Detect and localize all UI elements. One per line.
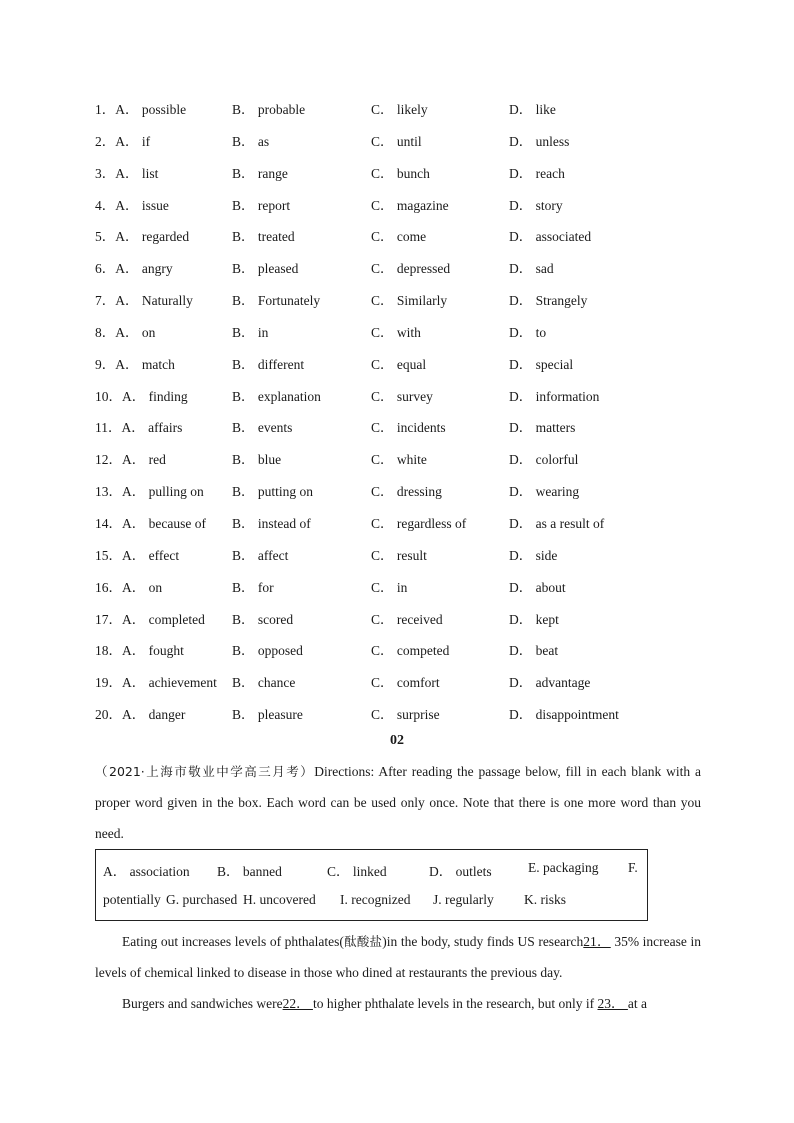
- option-d: D． to: [509, 324, 547, 340]
- option-c: C． in: [371, 579, 408, 595]
- question-row: [95, 576, 735, 608]
- word-option: B． banned: [217, 864, 282, 879]
- option-b: B． Fortunately: [232, 293, 321, 309]
- option-d: D． matters: [509, 420, 576, 436]
- option-b: B． events: [232, 420, 293, 436]
- option-a: [95, 639, 184, 663]
- option-a-text: A． regarded: [115, 229, 190, 245]
- option-c: C． received: [371, 611, 443, 627]
- option-a: [95, 416, 182, 440]
- word-option: E. packaging: [528, 860, 599, 875]
- option-b: B． pleasure: [232, 707, 303, 723]
- question-number: 9．: [95, 356, 116, 372]
- option-d: D． disappointment: [509, 707, 619, 723]
- option-a-text: A． because of: [122, 515, 206, 531]
- word-option: C． linked: [327, 864, 387, 879]
- option-c: C． come: [371, 229, 427, 245]
- word-option: K. risks: [524, 892, 567, 907]
- option-a: [95, 225, 189, 249]
- question-number: 16．: [95, 579, 122, 595]
- option-b: B． affect: [232, 547, 289, 563]
- option-a: [95, 671, 217, 695]
- option-b: B． scored: [232, 611, 294, 627]
- question-number: 10．: [95, 388, 122, 404]
- directions: [95, 756, 701, 849]
- option-c: C． survey: [371, 388, 433, 404]
- option-d: D． side: [509, 547, 558, 563]
- blank-21: 21．: [583, 934, 611, 949]
- passage-text: at a: [627, 996, 647, 1011]
- option-c: C． comfort: [371, 675, 440, 691]
- option-a-text: A． on: [115, 324, 156, 340]
- option-c: C． depressed: [371, 261, 451, 277]
- question-number: 11．: [95, 420, 122, 436]
- question-row: [95, 608, 735, 640]
- passage-text: to higher phthalate levels in the research, but only if: [312, 996, 598, 1011]
- option-a: [95, 257, 173, 281]
- option-b: B． instead of: [232, 515, 311, 531]
- word-option: I. recognized: [340, 892, 411, 907]
- question-number: 17．: [95, 611, 122, 627]
- question-row: [95, 416, 735, 448]
- question-number: 14．: [95, 515, 122, 531]
- option-d: D． associated: [509, 229, 592, 245]
- option-a-text: A． pulling on: [122, 484, 204, 500]
- option-a: [95, 130, 150, 154]
- option-b: B． probable: [232, 102, 306, 117]
- question-row: [95, 512, 735, 544]
- option-a: [95, 703, 185, 727]
- option-c: C． until: [371, 133, 422, 149]
- option-d: D． as a result of: [509, 515, 605, 531]
- option-b: B． for: [232, 579, 274, 595]
- option-a-text: A． red: [122, 452, 166, 468]
- option-c: C． incidents: [371, 420, 446, 436]
- question-row: [95, 448, 735, 480]
- question-number: 4．: [95, 197, 116, 213]
- passage-text: Burgers and sandwiches were: [122, 996, 283, 1011]
- word-option: J. regularly: [433, 892, 494, 907]
- option-a-text: A． issue: [115, 197, 169, 213]
- option-a-text: A． completed: [122, 611, 205, 627]
- option-b: B． range: [232, 165, 288, 181]
- option-b: B． treated: [232, 229, 295, 245]
- option-c: C． result: [371, 547, 427, 563]
- option-d: D． unless: [509, 133, 570, 149]
- blank-22: 22．: [282, 996, 313, 1011]
- option-a: [95, 194, 169, 218]
- passage-text: 35% increase in levels of chemical linked to disease in those who dined at restaurants the previous day.: [95, 934, 701, 980]
- option-d: D． colorful: [509, 452, 579, 468]
- question-row: [95, 480, 735, 512]
- question-row: [95, 225, 735, 257]
- option-d: D． kept: [509, 611, 559, 627]
- question-row: [95, 385, 735, 417]
- option-c: C． Similarly: [371, 293, 448, 309]
- question-number: 19．: [95, 675, 122, 691]
- question-number: 8．: [95, 324, 116, 340]
- option-a-text: A． Naturally: [115, 293, 193, 309]
- question-row: [95, 703, 735, 735]
- option-d: D． reach: [509, 165, 565, 181]
- option-d: D． information: [509, 388, 600, 404]
- passage-paragraph: [95, 988, 701, 1019]
- option-d: D． about: [509, 579, 566, 595]
- question-row: [95, 353, 735, 385]
- question-number: 15．: [95, 547, 122, 563]
- option-a: [95, 512, 206, 536]
- word-option: G. purchased: [166, 892, 238, 907]
- question-number: 3．: [95, 165, 116, 181]
- option-a: [95, 385, 188, 409]
- option-a: [95, 289, 193, 313]
- option-a: [95, 98, 186, 122]
- option-a-text: A． fought: [122, 643, 184, 659]
- option-b: B． report: [232, 197, 291, 213]
- passage-paragraph: [95, 926, 701, 988]
- option-c: C． magazine: [371, 197, 449, 213]
- question-number: 18．: [95, 643, 122, 659]
- option-c: C． surprise: [371, 707, 440, 723]
- question-number: 7．: [95, 293, 116, 309]
- word-box: [95, 849, 648, 921]
- option-a: [95, 448, 166, 472]
- option-d: D． sad: [509, 261, 554, 277]
- blank-23: 23．: [597, 996, 628, 1011]
- question-row: [95, 257, 735, 289]
- option-b: B． pleased: [232, 261, 299, 277]
- question-number: 1．: [95, 102, 116, 117]
- option-b: B． blue: [232, 452, 282, 468]
- word-option: A． association: [103, 864, 190, 879]
- option-d: D． advantage: [509, 675, 591, 691]
- directions-source: （2021·上海市敬业中学高三月考）: [95, 764, 315, 779]
- option-d: D． special: [509, 356, 574, 372]
- option-c: C． likely: [371, 102, 428, 117]
- option-c: C． with: [371, 324, 421, 340]
- word-option: H. uncovered: [243, 892, 316, 907]
- option-a: [95, 608, 205, 632]
- option-d: D． wearing: [509, 484, 580, 500]
- question-row: [95, 194, 735, 226]
- option-a-text: A． list: [115, 165, 159, 181]
- word-option: D． outlets: [429, 864, 492, 879]
- option-a: [95, 353, 175, 377]
- question-row: [95, 289, 735, 321]
- word-option: F.: [628, 860, 638, 875]
- option-b: B． putting on: [232, 484, 314, 500]
- directions-text: Directions: After reading the passage below, fill in each blank with a proper word given in the box. Each word can be used only once. Note that there is one more word than you need.: [95, 764, 701, 841]
- option-b: B． opposed: [232, 643, 303, 659]
- option-b: B． different: [232, 356, 305, 372]
- question-row: [95, 162, 735, 194]
- question-row: [95, 671, 735, 703]
- option-d: D． like: [509, 102, 556, 117]
- question-row: [95, 321, 735, 353]
- section-number: 02: [390, 733, 404, 748]
- option-d: D． story: [509, 197, 563, 213]
- option-b: B． as: [232, 133, 270, 149]
- option-d: D． beat: [509, 643, 559, 659]
- question-list: [95, 98, 735, 735]
- question-number: 20．: [95, 707, 122, 723]
- option-a-text: A． finding: [122, 388, 188, 404]
- option-b: B． in: [232, 324, 269, 340]
- question-row: [95, 130, 735, 162]
- option-c: C． white: [371, 452, 427, 468]
- option-a-text: A． on: [122, 579, 163, 595]
- question-number: 5．: [95, 229, 116, 245]
- option-c: C． bunch: [371, 165, 430, 181]
- question-number: 6．: [95, 261, 116, 277]
- option-a-text: A． affairs: [121, 420, 183, 436]
- question-number: 12．: [95, 452, 122, 468]
- option-c: C． equal: [371, 356, 427, 372]
- question-row: [95, 544, 735, 576]
- word-option: potentially: [103, 892, 161, 907]
- option-a-text: A． possible: [115, 102, 187, 117]
- passage-text: )in the body, study finds US research: [382, 934, 584, 949]
- option-a: [95, 544, 179, 568]
- option-a-text: A． match: [115, 356, 175, 372]
- option-a: [95, 321, 155, 345]
- option-a-text: A． effect: [122, 547, 180, 563]
- question-row: [95, 98, 735, 130]
- option-a: [95, 162, 158, 186]
- option-d: D． Strangely: [509, 293, 588, 309]
- option-a-text: A． achievement: [122, 675, 217, 691]
- option-a: [95, 576, 162, 600]
- question-number: 2．: [95, 133, 116, 149]
- option-c: C． dressing: [371, 484, 442, 500]
- passage-cjk-term: 酞酸盐: [343, 934, 383, 949]
- option-a-text: A． danger: [122, 707, 186, 723]
- question-number: 13．: [95, 484, 122, 500]
- option-b: B． explanation: [232, 388, 321, 404]
- passage-text: Eating out increases levels of phthalates(: [122, 934, 344, 949]
- question-row: [95, 639, 735, 671]
- option-b: B． chance: [232, 675, 296, 691]
- option-c: C． regardless of: [371, 515, 467, 531]
- option-a-text: A． if: [115, 133, 151, 149]
- option-c: C． competed: [371, 643, 450, 659]
- option-a: [95, 480, 204, 504]
- option-a-text: A． angry: [115, 261, 173, 277]
